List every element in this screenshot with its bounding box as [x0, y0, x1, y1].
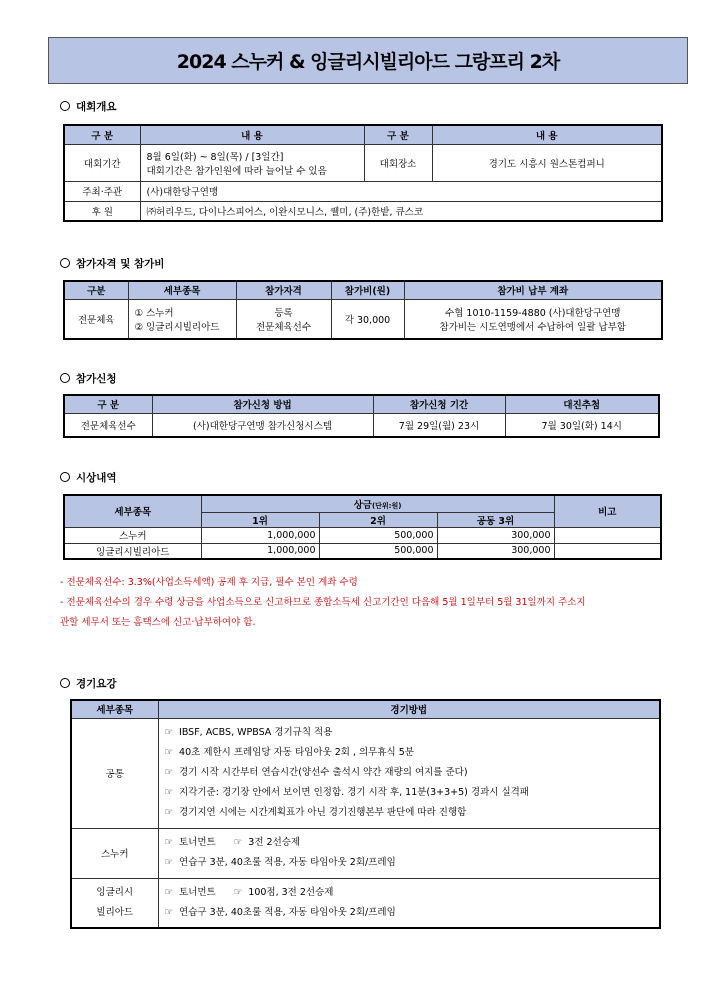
fee-cell: 각 30,000: [331, 299, 404, 339]
header-fee: 참가비(원): [331, 281, 404, 299]
note-cell: [554, 527, 661, 543]
period-label: 대회기간: [64, 144, 140, 181]
header-qualification: 참가자격: [236, 281, 331, 299]
venue-value: 경기도 시흥시 원스톤컴퍼니: [432, 144, 662, 181]
pointing-hand-icon: ☞: [164, 767, 174, 778]
note-cell: [554, 543, 661, 559]
prize-cell: 1,000,000: [201, 527, 319, 543]
snooker-label: 스누커: [71, 828, 158, 878]
prize-cell: 300,000: [437, 527, 554, 543]
rule-text: 연습구 3분, 40초룰 적용, 자동 타임아웃 2회/프레임: [179, 906, 396, 918]
snooker-rules: [158, 828, 660, 878]
header-content: 내 용: [432, 125, 662, 144]
rule-item: [165, 763, 657, 783]
rule-item: [165, 723, 657, 743]
account-number: 수협 1010-1159-4880 (사)대한당구연맹: [445, 307, 621, 319]
tax-note-2-cont: 관할 세무서 또는 홈택스에 신고·납부하여야 함.: [60, 617, 256, 628]
sponsor-value: ㈜허리우드, 다이나스피어스, 이완시모니스, 퀠미, (주)한밭, 큐스코: [140, 201, 662, 221]
label-line: 잉글리시: [96, 886, 134, 898]
qualification-line: 등록: [274, 307, 293, 319]
prize-cell: 500,000: [319, 527, 437, 543]
pointing-hand-icon: ☞: [233, 886, 243, 898]
rule-item: [165, 883, 657, 903]
circle-bullet-icon: [60, 678, 70, 688]
prize-cell: 500,000: [319, 543, 437, 559]
common-label: 공통: [71, 718, 158, 828]
header-gubun: 구 분: [364, 125, 432, 144]
rule-text: 연습구 3분, 40초룰 적용, 자동 타임아웃 2회/프레임: [179, 857, 396, 868]
pointing-hand-icon: ☞: [164, 857, 174, 868]
pointing-hand-icon: ☞: [164, 787, 174, 798]
header-method: 참가신청 방법: [152, 395, 373, 413]
event-english-billiards: ② 잉글리시빌리아드: [134, 321, 220, 333]
rule-text: 토너먼트: [179, 886, 216, 898]
header-account: 참가비 납부 계좌: [404, 281, 662, 299]
circle-bullet-icon: [60, 101, 70, 111]
english-billiards-label: [71, 878, 158, 928]
account-note: 참가비는 시도연맹에서 수납하여 일괄 납부함: [439, 321, 626, 333]
host-value: (사)대한당구연맹: [140, 181, 662, 201]
section-label: 참가신청: [76, 373, 117, 385]
pointing-hand-icon: ☞: [164, 837, 174, 848]
section-label: 대회개요: [76, 101, 117, 113]
rule-item: [165, 903, 657, 923]
rule-item: [165, 853, 657, 873]
period-value: [140, 144, 364, 181]
prize-label: 상금: [353, 499, 372, 511]
rule-text: IBSF, ACBS, WPBSA 경기규칙 적용: [179, 727, 333, 738]
rule-text: 40초 제한시 프레임당 자동 타임아웃 2회 , 의무휴식 5분: [179, 747, 414, 758]
rules-table: [70, 699, 661, 929]
event-cell: 잉글리시빌리아드: [64, 543, 201, 559]
sponsor-label: 후 원: [64, 201, 140, 221]
circle-bullet-icon: [60, 472, 70, 482]
rule-text: 100점, 3전 2선승제: [248, 886, 334, 898]
rule-item: [165, 833, 657, 853]
rule-item: [165, 803, 657, 823]
event-snooker: ① 스누커: [134, 307, 174, 319]
table-row: [64, 543, 661, 559]
rule-text: 경기 시작 시간부터 연습시간(양선수 출석시 약간 재량의 여지를 준다): [179, 767, 468, 778]
tax-note-1: - 전문체육선수: 3.3%(사업소득세액) 공제 후 지급, 필수 본인 계좌 수령: [60, 577, 358, 588]
english-billiards-rules: [158, 878, 660, 928]
event-cell: [128, 299, 236, 339]
prize-table: [63, 494, 662, 560]
pointing-hand-icon: ☞: [164, 807, 174, 818]
header-prize: [201, 495, 554, 512]
section-heading-eligibility: [60, 256, 164, 271]
header-event: 세부종목: [128, 281, 236, 299]
header-period: 참가신청 기간: [373, 395, 505, 413]
page-title: 2024 스누커 & 잉글리시빌리아드 그랑프리 2차: [48, 37, 688, 84]
pointing-hand-icon: ☞: [164, 906, 174, 918]
table-row: [64, 527, 661, 543]
header-method: 경기방법: [158, 700, 660, 718]
header-content: 내 용: [140, 125, 364, 144]
section-heading-registration: [60, 371, 117, 386]
header-event: 세부종목: [64, 495, 201, 527]
header-rank-1: 1위: [201, 512, 319, 527]
section-label: 참가자격 및 참가비: [76, 258, 165, 270]
prize-cell: 300,000: [437, 543, 554, 559]
section-heading-overview: [60, 99, 117, 114]
venue-label: 대회장소: [364, 144, 432, 181]
qualification-cell: [236, 299, 331, 339]
section-label: 시상내역: [76, 472, 117, 484]
account-cell: [404, 299, 662, 339]
period-note: 대회기간은 참가인원에 따라 늘어날 수 있음: [146, 165, 327, 177]
draw-cell: 7월 30일(화) 14시: [505, 413, 659, 437]
rule-text: 지각기준: 경기장 안에서 보이면 인정함. 경기 시작 후, 11분(3+3+5) 경과시 실격패: [179, 787, 529, 798]
event-cell: 스누커: [64, 527, 201, 543]
header-note: 비고: [554, 495, 661, 527]
prize-cell: 1,000,000: [201, 543, 319, 559]
header-rank-3: 공동 3위: [437, 512, 554, 527]
rule-item: [165, 783, 657, 803]
registration-table: [63, 394, 660, 438]
period-dates: 8월 6일(화) ~ 8일(목) / [3일간]: [146, 151, 284, 163]
circle-bullet-icon: [60, 258, 70, 268]
header-gubun: 구분: [64, 281, 128, 299]
rule-text: 3전 2선승제: [248, 837, 301, 848]
tax-note-2: - 전문체육선수의 경우 수령 상금을 사업소득으로 신고하므로 종합소득세 신고기간인 다음해 5월 1일부터 5월 31일까지 주소지: [60, 597, 586, 608]
common-rules: [158, 718, 660, 828]
header-gubun: 구 분: [64, 395, 152, 413]
eligibility-table: [63, 280, 663, 340]
qualification-line: 전문체육선수: [255, 321, 312, 333]
pointing-hand-icon: ☞: [233, 837, 243, 848]
category-cell: 전문체육: [64, 299, 128, 339]
pointing-hand-icon: ☞: [164, 747, 174, 758]
header-gubun: 구 분: [64, 125, 140, 144]
host-label: 주최·주관: [64, 181, 140, 201]
rule-item: [165, 743, 657, 763]
pointing-hand-icon: ☞: [164, 727, 174, 738]
prize-unit: (단위:원): [371, 501, 402, 510]
overview-table: [63, 124, 663, 222]
rule-text: 경기지연 시에는 시간계획표가 아닌 경기진행본부 판단에 따라 진행함: [179, 807, 467, 818]
header-draw: 대진추첨: [505, 395, 659, 413]
circle-bullet-icon: [60, 373, 70, 383]
rule-text: 토너먼트: [179, 837, 216, 848]
section-label: 경기요강: [76, 678, 117, 690]
pointing-hand-icon: ☞: [164, 886, 174, 898]
section-heading-prizes: [60, 470, 117, 485]
period-cell: 7월 29일(월) 23시: [373, 413, 505, 437]
section-heading-rules: [60, 676, 117, 691]
category-cell: 전문체육선수: [64, 413, 152, 437]
method-cell: (사)대한당구연맹 참가신청시스템: [152, 413, 373, 437]
header-event: 세부종목: [71, 700, 158, 718]
label-line: 빌리아드: [96, 906, 134, 918]
header-rank-2: 2위: [319, 512, 437, 527]
